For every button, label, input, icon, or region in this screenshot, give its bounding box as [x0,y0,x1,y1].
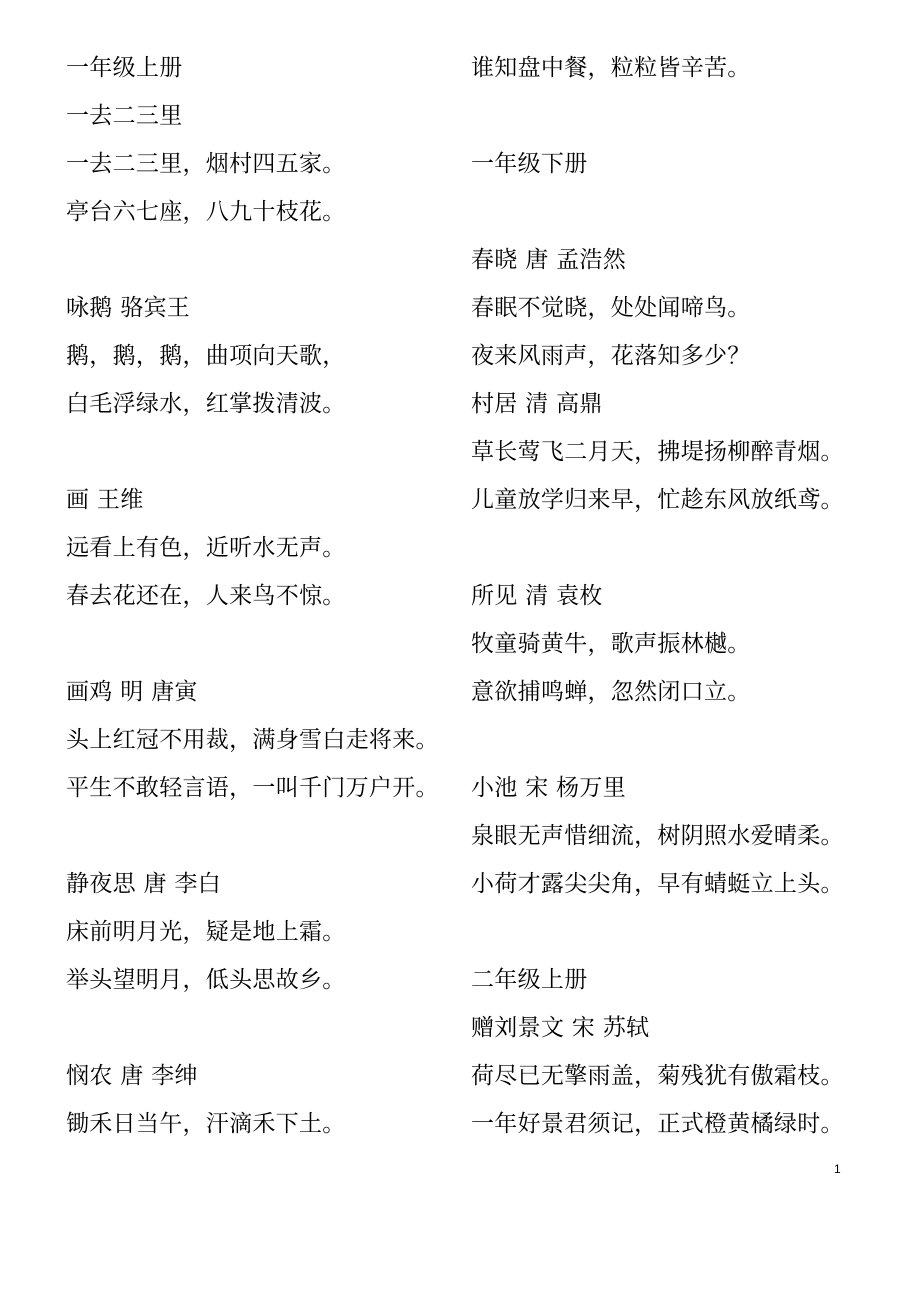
text-line: 平生不敢轻言语，一叫千门万户开。 [66,775,439,801]
text-line: 赠刘景文 宋 苏轼 [471,1015,650,1041]
text-line: 静夜思 唐 李白 [66,871,222,897]
page-number: 1 [834,1162,841,1176]
blank-line [471,188,911,236]
text-line: 白毛浮绿水，红掌拨清波。 [66,391,346,417]
text-line: 意欲捕鸣蝉，忽然闭口立。 [471,679,751,705]
text-line: 小池 宋 杨万里 [471,775,627,801]
blank-line [66,812,456,860]
text-line: 悯农 唐 李绅 [66,1063,198,1089]
blank-line [471,92,911,140]
text-line: 泉眼无声惜细流，树阴照水爱晴柔。 [471,823,844,849]
text-line: 床前明月光，疑是地上霜。 [66,919,346,945]
blank-line [471,524,911,572]
right-column [471,44,911,1148]
text-line: 二年级上册 [471,967,588,993]
text-line: 举头望明月，低头思故乡。 [66,967,346,993]
blank-line [66,620,456,668]
text-line: 牧童骑黄牛，歌声振林樾。 [471,631,751,657]
text-line: 春去花还在，人来鸟不惊。 [66,583,346,609]
blank-line [66,236,456,284]
blank-line [471,716,911,764]
text-line: 春眠不觉晓，处处闻啼鸟。 [471,295,751,321]
text-line: 锄禾日当午，汗滴禾下土。 [66,1111,346,1137]
text-line: 鹅，鹅，鹅，曲项向天歌， [66,343,346,369]
text-line: 头上红冠不用裁，满身雪白走将来。 [66,727,439,753]
text-line: 一去二三里 [66,103,183,129]
text-line: 一年级下册 [471,151,588,177]
text-line: 远看上有色，近听水无声。 [66,535,346,561]
text-line: 咏鹅 骆宾王 [66,295,191,321]
text-line: 草长莺飞二月天，拂堤扬柳醉青烟。 [471,439,844,465]
text-line: 一年好景君须记，正式橙黄橘绿时。 [471,1111,844,1137]
text-line: 谁知盘中餐，粒粒皆辛苦。 [471,55,751,81]
text-line: 画 王维 [66,487,144,513]
text-line: 春晓 唐 孟浩然 [471,247,627,273]
left-column [66,44,456,1148]
text-line: 荷尽已无擎雨盖，菊残犹有傲霜枝。 [471,1063,844,1089]
text-line: 一年级上册 [66,55,183,81]
blank-line [66,428,456,476]
text-line: 夜来风雨声，花落知多少？ [471,343,751,369]
blank-line [66,1004,456,1052]
text-line: 所见 清 袁枚 [471,583,603,609]
text-line: 村居 清 高鼎 [471,391,603,417]
text-line: 一去二三里，烟村四五家。 [66,151,346,177]
text-line: 小荷才露尖尖角，早有蜻蜓立上头。 [471,871,844,897]
blank-line [471,908,911,956]
text-line: 亭台六七座，八九十枝花。 [66,199,346,225]
text-line: 儿童放学归来早，忙趁东风放纸鸢。 [471,487,844,513]
text-line: 画鸡 明 唐寅 [66,679,198,705]
